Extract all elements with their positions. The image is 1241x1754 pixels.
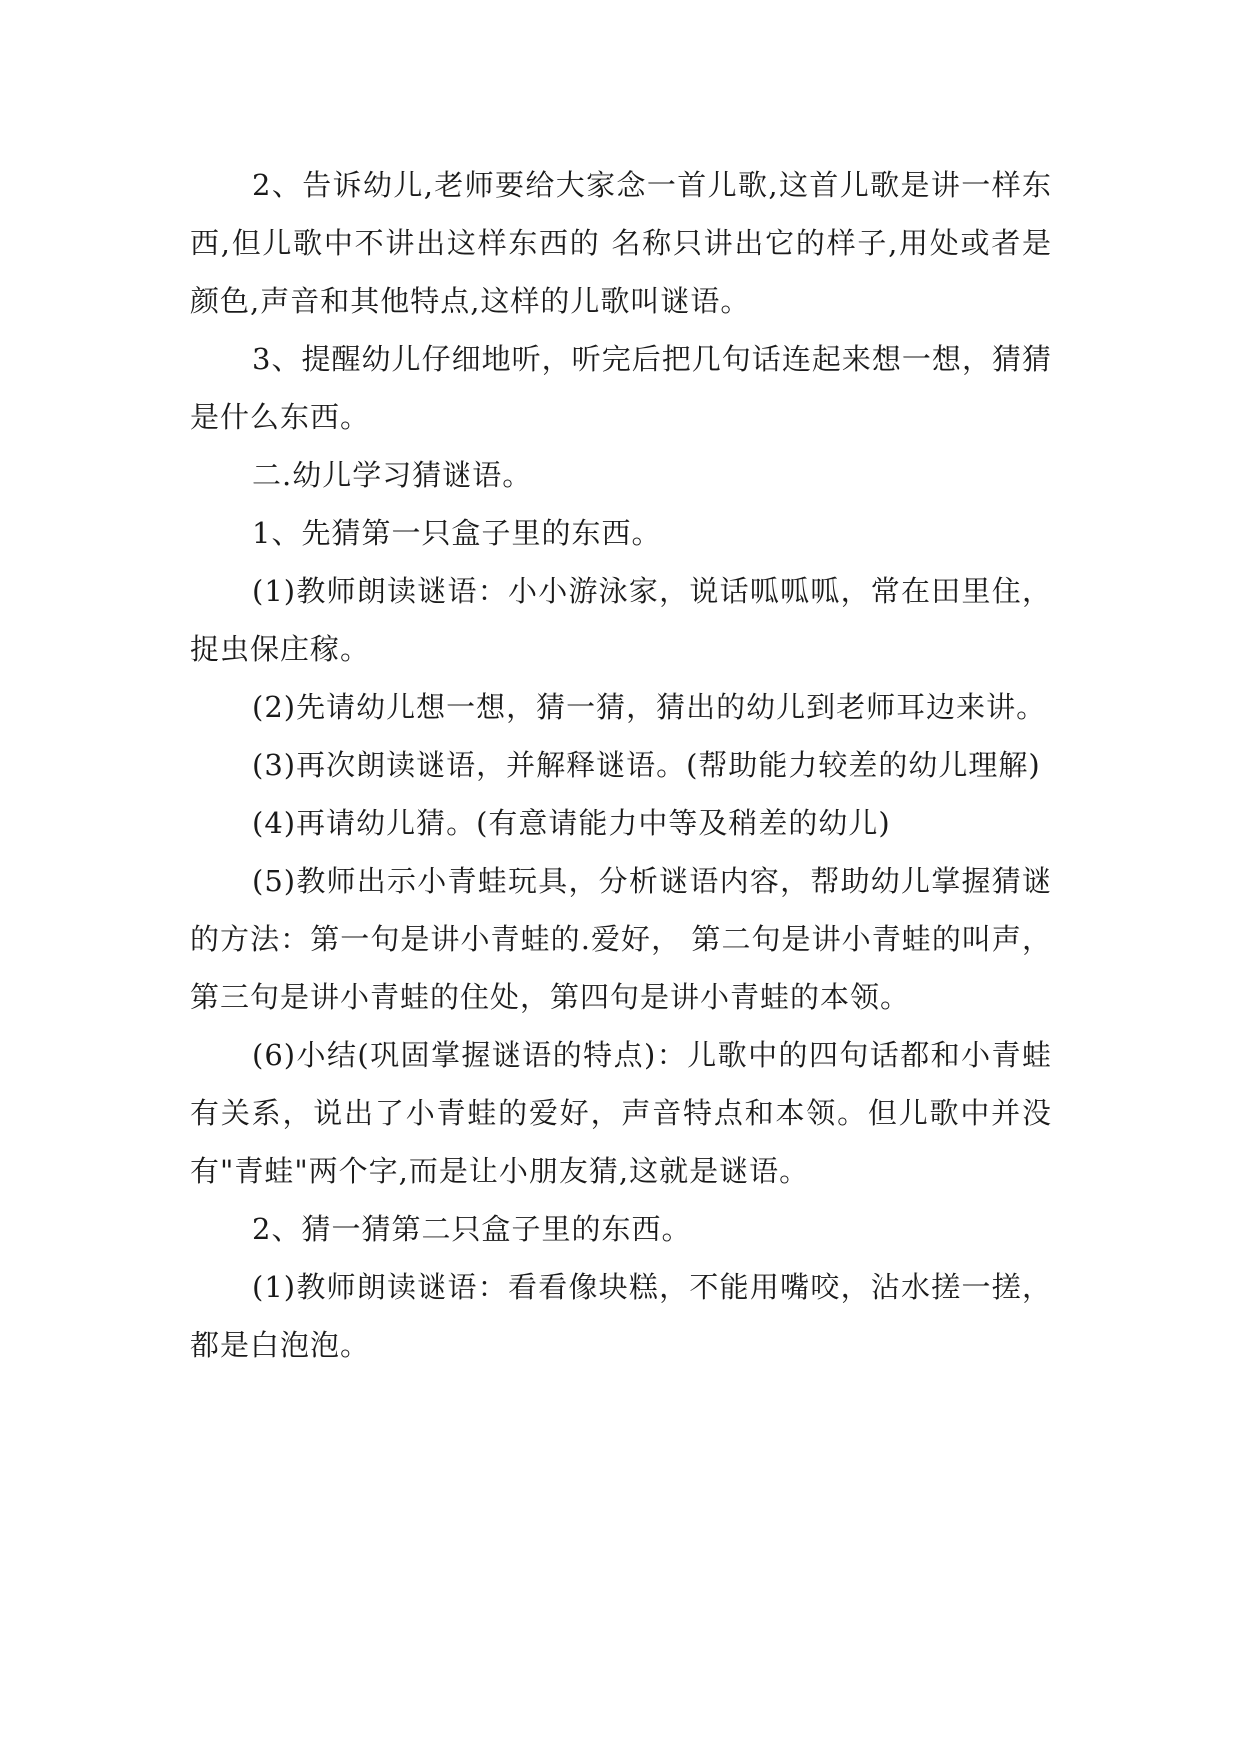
paragraph-step-3-explain: (3)再次朗读谜语，并解释谜语。(帮助能力较差的幼儿理解) <box>252 748 1041 782</box>
section-heading-learn-riddles: 二.幼儿学习猜谜语。 <box>252 458 533 492</box>
paragraph-remind-listen: 3、提醒幼儿仔细地听，听完后把几句话连起来想一想，猜猜是什么东西。 <box>190 342 1052 434</box>
document-body <box>190 156 1052 1374</box>
paragraph-step-4-guess-again: (4)再请幼儿猜。(有意请能力中等及稍差的幼儿) <box>252 806 891 840</box>
paragraph-first-box: 1、先猜第一只盒子里的东西。 <box>252 516 662 550</box>
paragraph-second-box: 2、猜一猜第二只盒子里的东西。 <box>252 1212 692 1246</box>
paragraph-step-5-analyze: (5)教师出示小青蛙玩具，分析谜语内容，帮助幼儿掌握猜谜的方法：第一句是讲小青蛙的.爱好， 第二句是讲小青蛙的叫声，第三句是讲小青蛙的住处，第四句是讲小青蛙的本领。 <box>190 864 1052 1014</box>
paragraph-step-2-guess: (2)先请幼儿想一想，猜一猜，猜出的幼儿到老师耳边来讲。 <box>252 690 1047 724</box>
paragraph-step-6-summary: (6)小结(巩固掌握谜语的特点)：儿歌中的四句话都和小青蛙有关系，说出了小青蛙的爱好，声音特点和本领。但儿歌中并没有"青蛙"两个字,而是让小朋友猜,这就是谜语。 <box>190 1038 1052 1188</box>
paragraph-second-riddle: (1)教师朗读谜语：看看像块糕，不能用嘴咬，沾水搓一搓，都是白泡泡。 <box>190 1270 1052 1362</box>
paragraph-explain-riddle: 2、告诉幼儿,老师要给大家念一首儿歌,这首儿歌是讲一样东西,但儿歌中不讲出这样东西的 名称只讲出它的样子,用处或者是颜色,声音和其他特点,这样的儿歌叫谜语。 <box>190 168 1052 318</box>
paragraph-step-1-read: (1)教师朗读谜语：小小游泳家，说话呱呱呱，常在田里住，捉虫保庄稼。 <box>190 574 1052 666</box>
